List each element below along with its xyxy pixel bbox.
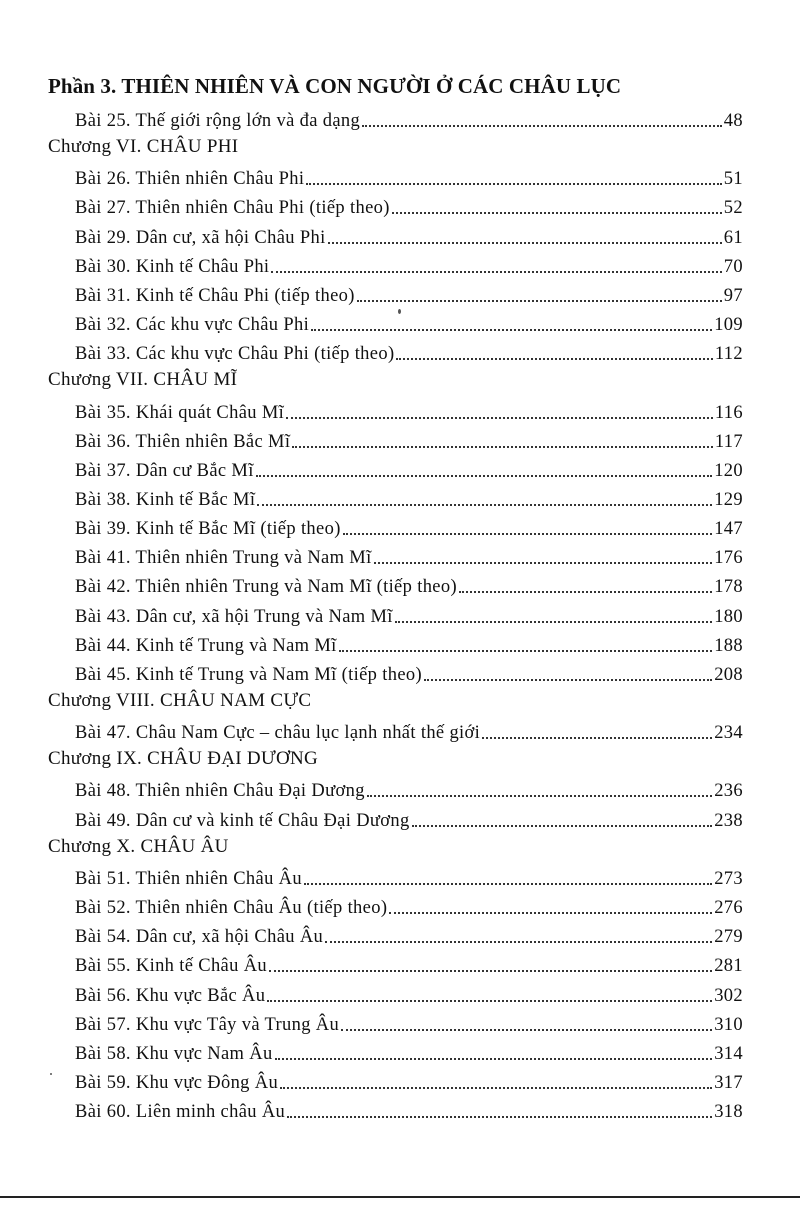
dot-leader [396, 358, 712, 360]
entry-title: Bài 37. Dân cư Bắc Mĩ [75, 461, 254, 481]
toc-entry [75, 572, 743, 598]
toc-entry [75, 223, 743, 249]
dot-leader [339, 650, 713, 652]
entry-title: Bài 35. Khái quát Châu Mĩ [75, 403, 285, 423]
entry-title: Bài 42. Thiên nhiên Trung và Nam Mĩ (tiếp theo) [75, 577, 457, 597]
entry-title: Bài 59. Khu vực Đông Âu [75, 1073, 279, 1093]
toc-entry [75, 776, 743, 802]
toc-entry [75, 1010, 743, 1036]
dot-leader [459, 591, 712, 593]
entry-page-number: 61 [723, 228, 743, 248]
entry-title: Bài 57. Khu vực Tây và Trung Âu [75, 1015, 340, 1035]
toc-entry [75, 1068, 743, 1094]
entry-title: Bài 60. Liên minh châu Âu [75, 1102, 286, 1122]
entry-title: Bài 54. Dân cư, xã hội Châu Âu [75, 927, 324, 947]
entry-page-number: 52 [723, 198, 743, 218]
toc-entry [75, 339, 743, 365]
toc-entry [75, 281, 743, 307]
entry-page-number: 116 [714, 403, 743, 423]
entry-title: Bài 55. Kinh tế Châu Âu [75, 956, 268, 976]
dot-leader [362, 125, 722, 127]
chapter-heading: Chương X. CHÂU ÂU [48, 836, 229, 857]
dot-leader [269, 970, 712, 972]
dot-leader [292, 446, 713, 448]
entry-page-number: 318 [714, 1102, 743, 1122]
part-title: Phần 3. THIÊN NHIÊN VÀ CON NGƯỜI Ở CÁC CHÂU LỤC [48, 74, 622, 98]
toc-entry [75, 310, 743, 336]
entry-title: Bài 27. Thiên nhiên Châu Phi (tiếp theo) [75, 198, 390, 218]
dot-leader [389, 912, 712, 914]
dot-leader [286, 417, 713, 419]
dot-leader [311, 329, 712, 331]
entry-page-number: 180 [714, 607, 743, 627]
entry-page-number: 310 [714, 1015, 743, 1035]
entry-title: Bài 44. Kinh tế Trung và Nam Mĩ [75, 636, 337, 656]
toc-entry [75, 543, 743, 569]
toc-entry [75, 893, 743, 919]
entry-title: Bài 43. Dân cư, xã hội Trung và Nam Mĩ [75, 607, 393, 627]
entry-title: Bài 31. Kinh tế Châu Phi (tiếp theo) [75, 286, 355, 306]
dot-leader [374, 562, 713, 564]
entry-title: Bài 52. Thiên nhiên Châu Âu (tiếp theo) [75, 898, 388, 918]
entry-page-number: 70 [723, 257, 743, 277]
toc-entry [75, 922, 743, 948]
entry-page-number: 112 [714, 344, 743, 364]
entry-title: Bài 48. Thiên nhiên Châu Đại Dương [75, 781, 365, 801]
dot-leader [257, 504, 712, 506]
page-bottom-rule [0, 1196, 800, 1198]
toc-entry [75, 164, 743, 190]
dot-leader [280, 1087, 712, 1089]
dot-leader [328, 242, 722, 244]
toc-entry [75, 398, 743, 424]
dot-leader [304, 883, 712, 885]
toc-entry [75, 631, 743, 657]
dot-leader [256, 475, 712, 477]
toc-entry [75, 106, 743, 132]
toc-entry [75, 1097, 743, 1123]
entry-page-number: 117 [714, 432, 743, 452]
dot-leader [271, 271, 721, 273]
entry-title: Bài 36. Thiên nhiên Bắc Mĩ [75, 432, 291, 452]
entry-page-number: 317 [714, 1073, 743, 1093]
chapter-heading: Chương IX. CHÂU ĐẠI DƯƠNG [48, 748, 319, 769]
entry-page-number: 129 [714, 490, 743, 510]
entry-title: Bài 45. Kinh tế Trung và Nam Mĩ (tiếp theo) [75, 665, 422, 685]
entry-page-number: 279 [714, 927, 743, 947]
entry-title: Bài 41. Thiên nhiên Trung và Nam Mĩ [75, 548, 372, 568]
entry-page-number: 238 [714, 811, 743, 831]
dot-leader [267, 1000, 712, 1002]
dot-leader [287, 1116, 712, 1118]
entry-page-number: 178 [714, 577, 743, 597]
toc-entry [75, 485, 743, 511]
dot-leader [343, 533, 712, 535]
entry-page-number: 314 [714, 1044, 743, 1064]
entry-page-number: 188 [714, 636, 743, 656]
dot-leader [412, 825, 713, 827]
entry-title: Bài 33. Các khu vực Châu Phi (tiếp theo) [75, 344, 395, 364]
dot-leader [395, 621, 712, 623]
toc-entry [75, 602, 743, 628]
toc-entry [75, 427, 743, 453]
dot-leader [341, 1029, 712, 1031]
dot-leader [482, 737, 712, 739]
dot-leader [357, 300, 722, 302]
toc-entry [75, 252, 743, 278]
entry-title: Bài 49. Dân cư và kinh tế Châu Đại Dương [75, 811, 410, 831]
entry-page-number: 48 [723, 111, 743, 131]
scan-speck [50, 1073, 52, 1075]
toc-entry [75, 514, 743, 540]
entry-title: Bài 32. Các khu vực Châu Phi [75, 315, 310, 335]
entry-page-number: 120 [714, 461, 743, 481]
entry-title: Bài 26. Thiên nhiên Châu Phi [75, 169, 305, 189]
entry-page-number: 97 [723, 286, 743, 306]
chapter-heading: Chương VIII. CHÂU NAM CỰC [48, 690, 312, 711]
dot-leader [367, 795, 712, 797]
scan-speck [398, 309, 401, 314]
entry-page-number: 208 [714, 665, 743, 685]
toc-entry [75, 660, 743, 686]
entry-page-number: 147 [714, 519, 743, 539]
entry-title: Bài 39. Kinh tế Bắc Mĩ (tiếp theo) [75, 519, 341, 539]
toc-entry [75, 951, 743, 977]
entry-page-number: 234 [714, 723, 743, 743]
entry-title: Bài 47. Châu Nam Cực – châu lục lạnh nhất thế giới [75, 723, 481, 743]
dot-leader [275, 1058, 713, 1060]
toc-entry [75, 718, 743, 744]
entry-title: Bài 38. Kinh tế Bắc Mĩ [75, 490, 256, 510]
entry-page-number: 281 [714, 956, 743, 976]
toc-entry [75, 864, 743, 890]
entry-page-number: 276 [714, 898, 743, 918]
entry-title: Bài 25. Thế giới rộng lớn và đa dạng [75, 111, 361, 131]
entry-page-number: 176 [714, 548, 743, 568]
entry-title: Bài 29. Dân cư, xã hội Châu Phi [75, 228, 326, 248]
toc-entry [75, 1039, 743, 1065]
chapter-heading: Chương VI. CHÂU PHI [48, 136, 239, 157]
entry-page-number: 273 [714, 869, 743, 889]
dot-leader [424, 679, 712, 681]
entry-page-number: 302 [714, 986, 743, 1006]
dot-leader [392, 212, 722, 214]
toc-entry [75, 981, 743, 1007]
entry-page-number: 51 [723, 169, 743, 189]
toc-entry [75, 806, 743, 832]
chapter-heading: Chương VII. CHÂU MĨ [48, 369, 238, 390]
entry-title: Bài 56. Khu vực Bắc Âu [75, 986, 266, 1006]
entry-page-number: 109 [714, 315, 743, 335]
toc-entry [75, 456, 743, 482]
entry-title: Bài 30. Kinh tế Châu Phi [75, 257, 270, 277]
dot-leader [306, 183, 721, 185]
entry-page-number: 236 [714, 781, 743, 801]
entry-title: Bài 58. Khu vực Nam Âu [75, 1044, 273, 1064]
dot-leader [325, 941, 712, 943]
entry-title: Bài 51. Thiên nhiên Châu Âu [75, 869, 302, 889]
toc-entry [75, 193, 743, 219]
